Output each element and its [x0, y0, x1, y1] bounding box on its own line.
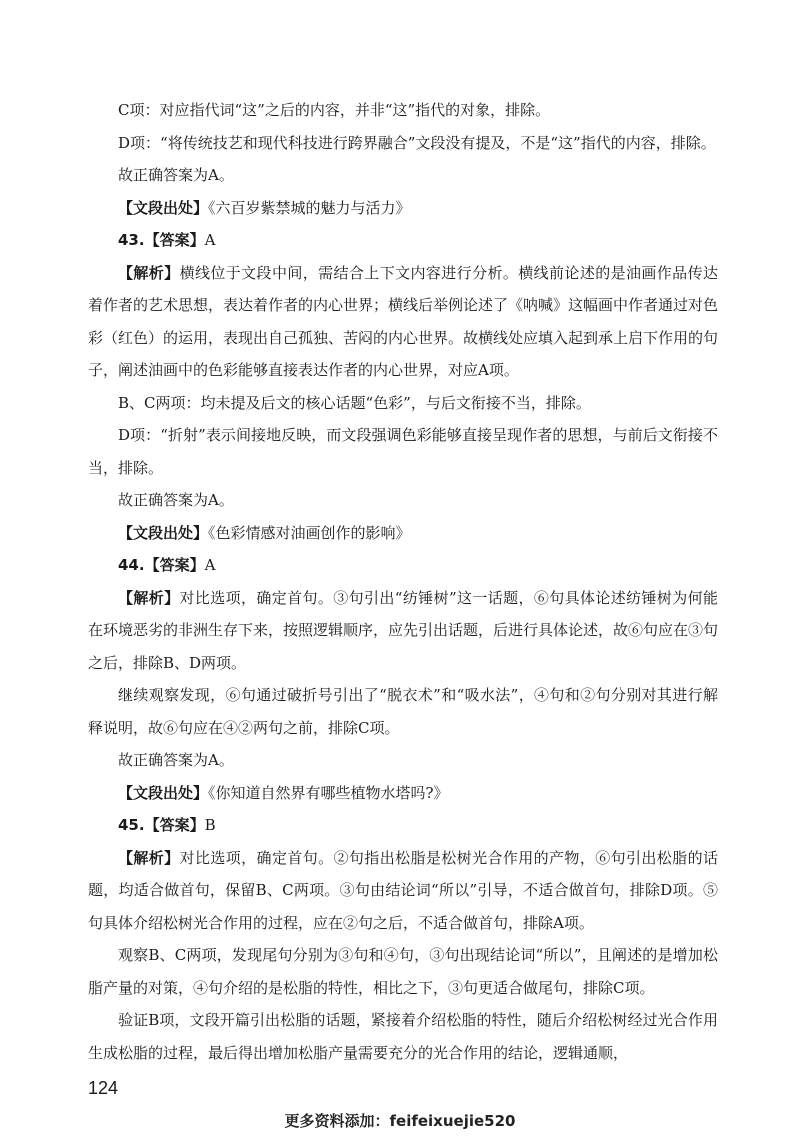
answer-label: 43.【答案】 [118, 231, 205, 249]
source-label: 【文段出处】 [118, 523, 209, 542]
paragraph [88, 159, 718, 192]
source-label: 【文段出处】 [118, 198, 209, 217]
paragraph [88, 744, 718, 777]
answer-line [88, 549, 718, 582]
answer-line [88, 809, 718, 842]
paragraph-text: 故正确答案为A。 [118, 166, 234, 184]
paragraph-text: B、C两项：均未提及后文的核心话题“色彩”，与后文衔接不当，排除。 [118, 393, 591, 412]
footer-note: 更多资料添加：feifeixuejie520 [284, 1112, 516, 1130]
analysis-paragraph [88, 582, 718, 680]
paragraph [88, 484, 718, 517]
paragraph [88, 387, 718, 420]
paragraph-text: D项：“折射”表示间接地反映，而文段强调色彩能够直接呈现作者的思想，与前后文衔接不当，排除。 [88, 426, 718, 477]
paragraph-text: 观察B、C两项，发现尾句分别为③句和④句，③句出现结论词“所以”，且阐述的是增加松脂产量的对策，④句介绍的是松脂的特性，相比之下，③句更适合做尾句，排除C项。 [88, 946, 718, 997]
paragraph-text: 对比选项，确定首句。③句引出“纺锤树”这一话题，⑥句具体论述纺锤树为何能在环境恶劣的非洲生存下来，按照逻辑顺序，应先引出话题，后进行具体论述，故⑥句应在③句之后，排除B、D两项。 [88, 588, 719, 672]
source-line [88, 777, 718, 810]
paragraph-text: 故正确答案为A。 [118, 751, 234, 769]
answer-line [88, 224, 718, 257]
source-title: 《你知道自然界有哪些植物水塔吗?》 [208, 783, 449, 802]
paragraph-text: 故正确答案为A。 [118, 491, 234, 509]
page-number: 124 [88, 1078, 119, 1098]
paragraph-text: 对比选项，确定首句。②句指出松脂是松树光合作用的产物，⑥句引出松脂的话题，均适合做首句，保留B、C两项。③句由结论词“所以”引导，不适合做首句，排除D项。⑤句具体介绍松树光合作用的过程，应在②句之后，不适合做首句，排除A项。 [88, 848, 718, 932]
answer-value: A [204, 231, 216, 249]
source-title: 《色彩情感对油画创作的影响》 [208, 523, 411, 542]
paragraph [88, 419, 718, 484]
paragraph [88, 127, 718, 160]
analysis-label: 【解析】 [118, 588, 180, 607]
analysis-paragraph [88, 257, 718, 387]
source-line [88, 192, 718, 225]
answer-value: A [204, 556, 216, 574]
page-content [88, 94, 718, 1069]
paragraph-text: 横线位于文段中间，需结合上下文内容进行分析。横线前论述的是油画作品传达着作者的艺术思想，表达着作者的内心世界；横线后举例论述了《呐喊》这幅画中作者通过对色彩（红色）的运用，表现出自己孤独、苦闷的内心世界。故横线处应填入起到承上启下作用的句子，阐述油画中的色彩能够直接表达作者的内心世界，对应A项。 [88, 263, 719, 379]
analysis-paragraph [88, 842, 718, 940]
paragraph [88, 94, 718, 127]
paragraph-text: 验证B项，文段开篇引出松脂的话题，紧接着介绍松脂的特性，随后介绍松树经过光合作用生成松脂的过程，最后得出增加松脂产量需要充分的光合作用的结论，逻辑通顺， [88, 1011, 718, 1062]
source-label: 【文段出处】 [118, 783, 209, 802]
paragraph-text: D项：“将传统技艺和现代科技进行跨界融合”文段没有提及，不是“这”指代的内容，排除。 [118, 133, 716, 152]
paragraph-text: 继续观察发现，⑥句通过破折号引出了“脱衣术”和“吸水法”，④句和②句分别对其进行解释说明，故⑥句应在④②两句之前，排除C项。 [88, 686, 718, 737]
paragraph-text: C项：对应指代词“这”之后的内容，并非“这”指代的对象，排除。 [118, 101, 551, 119]
answer-value: B [204, 816, 216, 834]
analysis-label: 【解析】 [118, 848, 180, 867]
answer-label: 45.【答案】 [118, 816, 205, 834]
paragraph [88, 939, 718, 1004]
paragraph [88, 1004, 718, 1069]
answer-label: 44.【答案】 [118, 556, 205, 574]
paragraph [88, 679, 718, 744]
source-line [88, 517, 718, 550]
analysis-label: 【解析】 [118, 263, 180, 282]
source-title: 《六百岁紫禁城的魅力与活力》 [208, 198, 411, 217]
